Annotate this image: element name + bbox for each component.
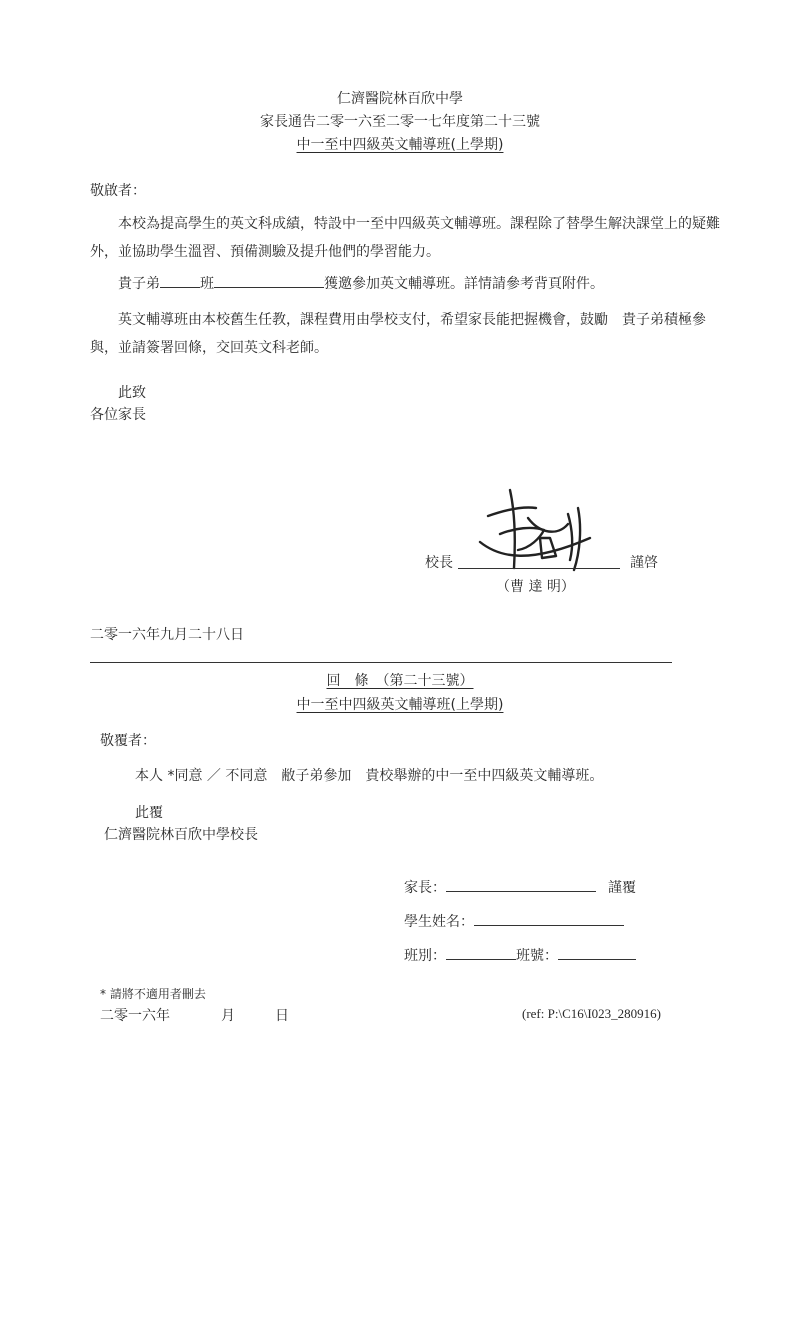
principal-respect: 謹啓 — [630, 555, 658, 571]
parent-signature-blank — [446, 876, 596, 892]
class-label: 班別： — [404, 948, 446, 964]
letter-date: 二零一六年九月二十八日 — [90, 627, 244, 643]
reply-closing-1: 此覆 — [135, 805, 163, 821]
principal-name: （曹 達 明） — [496, 579, 575, 595]
notice-subject — [90, 134, 710, 154]
number-label: 班號： — [516, 948, 558, 964]
reply-closing-2: 仁濟醫院林百欣中學校長 — [104, 827, 258, 843]
reply-salutation: 敬覆者： — [100, 733, 156, 749]
para2-suffix: 獲邀參加英文輔導班。詳情請參考背頁附件。 — [324, 276, 604, 292]
student-name-row — [404, 910, 624, 931]
reply-title-text: 回 條 （第二十三號） — [326, 673, 474, 689]
delete-note: * 請將不適用者刪去 — [100, 987, 206, 1001]
reply-title — [90, 670, 710, 690]
reply-subject-text: 中一至中四級英文輔導班(上學期) — [296, 697, 504, 713]
student-name-field — [474, 910, 624, 926]
reply-date-year: 二零一六年 — [100, 1008, 170, 1024]
parent-signature-row — [404, 876, 636, 897]
paragraph-1: 本校為提高學生的英文科成績，特設中一至中四級英文輔導班。課程除了替學生解決課堂上的疑難外，並協助學生溫習、預備測驗及提升他們的學習能力。 — [90, 216, 720, 260]
school-name: 仁濟醫院林百欣中學 — [337, 91, 463, 107]
paragraph-3: 英文輔導班由本校舊生任教，課程費用由學校支付，希望家長能把握機會，鼓勵 貴子弟積極參與，並請簽署回條，交回英文科老師。 — [90, 312, 706, 356]
principal-signature — [470, 478, 610, 578]
principal-label: 校長 — [425, 555, 453, 571]
reply-statement: 本人 *同意 ／ 不同意 敝子弟參加 貴校舉辦的中一至中四級英文輔導班。 — [135, 768, 604, 784]
parent-label: 家長： — [404, 880, 446, 896]
student-name-blank — [214, 272, 324, 288]
tear-off-line — [90, 662, 672, 663]
class-field — [446, 944, 516, 960]
para2-prefix: 貴子弟 — [118, 276, 160, 292]
reply-subject — [90, 694, 710, 714]
signature-line — [458, 568, 620, 569]
reply-date-day: 日 — [275, 1008, 289, 1024]
class-number-row — [404, 944, 636, 965]
number-field — [558, 944, 636, 960]
parent-respect: 謹覆 — [608, 880, 636, 896]
closing-1: 此致 — [118, 385, 146, 401]
notice-subject-text: 中一至中四級英文輔導班(上學期) — [296, 137, 504, 153]
salutation: 敬啟者： — [90, 183, 146, 199]
class-blank — [160, 272, 200, 288]
reply-date-month: 月 — [221, 1008, 235, 1024]
paragraph-2 — [118, 272, 604, 293]
student-name-label: 學生姓名： — [404, 914, 474, 930]
closing-2: 各位家長 — [90, 407, 146, 423]
reference-code: (ref: P:\C16\I023_280916) — [522, 1006, 662, 1021]
notice-number: 家長通告二零一六至二零一七年度第二十三號 — [260, 114, 540, 130]
para2-class: 班 — [200, 276, 214, 292]
